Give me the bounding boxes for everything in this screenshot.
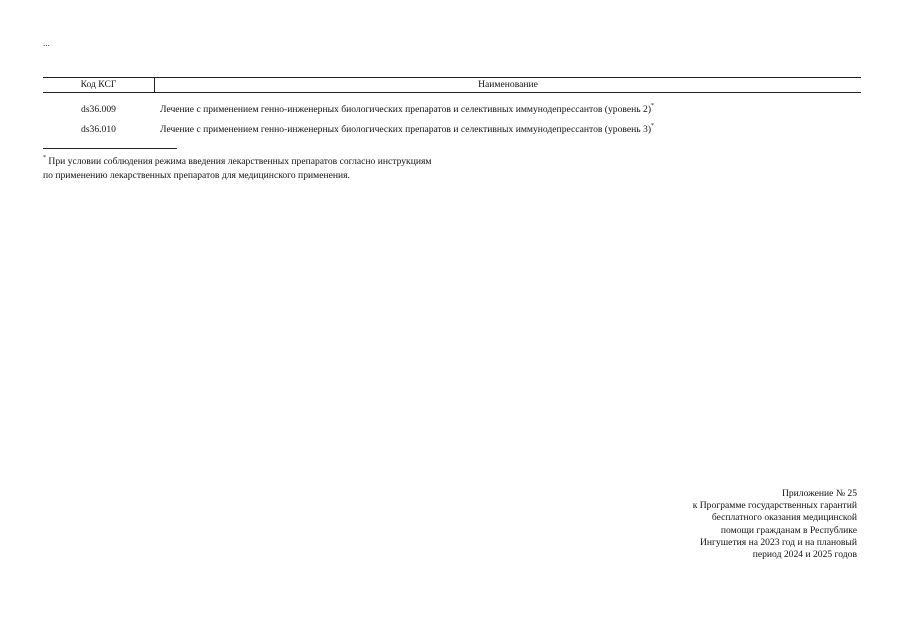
table-row (43, 123, 861, 137)
table-header (43, 77, 861, 93)
footnote-mark: * (43, 155, 46, 161)
appendix-line: Приложение № 25 (781, 488, 857, 499)
header-code: Код КСГ (43, 78, 155, 92)
row-name: Лечение с применением генно-инженерных биологических препаратов и селективных иммунодепрессантов (уровень 2)* (160, 103, 655, 115)
footnote-divider (43, 148, 177, 149)
appendix-line: Ингушетия на 2023 год и на плановый (700, 536, 857, 548)
appendix-block (693, 488, 857, 561)
footnote (43, 155, 431, 183)
footnote-ref: * (651, 103, 655, 109)
table-row (43, 103, 861, 117)
appendix-line: к Программе государственных гарантий (692, 500, 857, 512)
row-code: ds36.010 (81, 124, 116, 135)
top-ellipsis: ... (43, 38, 50, 48)
row-name: Лечение с применением генно-инженерных биологических препаратов и селективных иммунодепрессантов (уровень 3)* (160, 123, 655, 135)
appendix-line: период 2024 и 2025 годов (752, 549, 857, 561)
row-code: ds36.009 (81, 104, 116, 115)
header-name: Наименование (478, 79, 538, 90)
footnote-line-2: по применению лекарственных препаратов для медицинского применения. (43, 170, 350, 181)
appendix-line: бесплатного оказания медицинской (711, 512, 857, 524)
footnote-ref: * (651, 123, 655, 129)
footnote-line-1: * При условии соблюдения режима введения лекарственных препаратов согласно инструкциям (43, 155, 432, 167)
appendix-line: помощи гражданам в Республике (720, 524, 857, 536)
